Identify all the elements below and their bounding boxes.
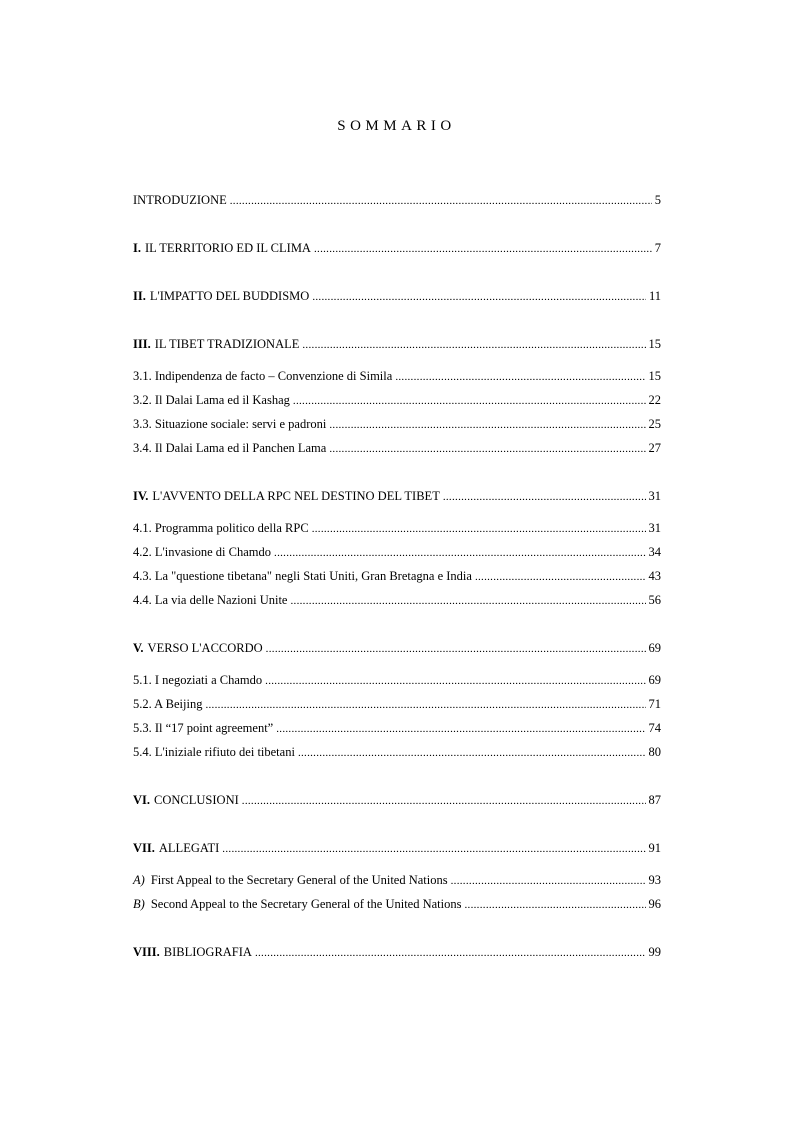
toc-entry-label: 3.4. Il Dalai Lama ed il Panchen Lama: [133, 441, 327, 455]
toc-entry-section-4-1[interactable]: [133, 519, 661, 537]
toc-entry-label: 3.2. Il Dalai Lama ed il Kashag: [133, 393, 290, 407]
toc-entry-section-5-3[interactable]: [133, 719, 661, 737]
toc-entry-section-3-1[interactable]: [133, 367, 661, 385]
toc-leader-dots: [395, 368, 645, 386]
toc-entry-page: 15: [648, 369, 661, 383]
toc-entry-section-5-2[interactable]: [133, 695, 661, 713]
toc-entry-label: CONCLUSIONI: [154, 793, 239, 807]
toc-entry-chapter-2[interactable]: [133, 287, 661, 305]
toc-entry-chapter-6[interactable]: [133, 791, 661, 809]
toc-entry-chapter-3[interactable]: [133, 335, 661, 353]
toc-leader-dots: [443, 488, 646, 506]
toc-leader-dots: [290, 592, 645, 610]
toc-entry-label: 3.3. Situazione sociale: servi e padroni: [133, 417, 327, 431]
toc-entry-page: 31: [648, 489, 661, 503]
toc-chapter-number: I.: [133, 241, 141, 255]
toc-entry-label: 5.1. I negoziati a Chamdo: [133, 673, 263, 687]
toc-entry-label: 4.2. L'invasione di Chamdo: [133, 545, 272, 559]
toc-entry-label: INTRODUZIONE: [133, 193, 227, 207]
toc-entry-label: 5.3. Il “17 point agreement”: [133, 721, 274, 735]
toc-entry-label: L'IMPATTO DEL BUDDISMO: [149, 289, 310, 303]
toc-entry-label: 4.3. La "questione tibetana" negli Stati Uniti, Gran Bretagna e India: [133, 569, 472, 583]
toc-entry-chapter-7[interactable]: [133, 839, 661, 857]
toc-entry-page: 93: [648, 873, 661, 887]
toc-entry-section-3-2[interactable]: [133, 391, 661, 409]
toc-appendix-letter: A): [133, 873, 145, 887]
toc-entry-label: 5.4. L'iniziale rifiuto dei tibetani: [133, 745, 295, 759]
toc-entry-section-4-3[interactable]: [133, 567, 661, 585]
toc-entry-appendix-a[interactable]: [133, 871, 661, 889]
toc-entry-page: 31: [648, 521, 661, 535]
toc-leader-dots: [255, 944, 646, 962]
toc-entry-section-4-4[interactable]: [133, 591, 661, 609]
toc-chapter-number: VI.: [133, 793, 151, 807]
toc-entry-label: IL TERRITORIO ED IL CLIMA: [145, 241, 311, 255]
toc-entry-page: 96: [648, 897, 661, 911]
toc-leader-dots: [329, 440, 645, 458]
toc-entry-label: 4.1. Programma politico della RPC: [133, 521, 309, 535]
toc-entry-label: BIBLIOGRAFIA: [163, 945, 252, 959]
toc-entry-label: 5.2. A Beijing: [133, 697, 203, 711]
toc-leader-dots: [265, 672, 645, 690]
toc-chapter-number: II.: [133, 289, 146, 303]
toc-entry-page: 11: [648, 289, 661, 303]
toc-entry-label: ALLEGATI: [158, 841, 220, 855]
toc-entry-introduzione[interactable]: [133, 191, 661, 209]
toc-leader-dots: [312, 288, 646, 306]
toc-entry-section-5-4[interactable]: [133, 743, 661, 761]
toc-leader-dots: [274, 544, 645, 562]
toc-entry-page: 43: [648, 569, 661, 583]
toc-appendix-letter: B): [133, 897, 145, 911]
toc-entry-section-5-1[interactable]: [133, 671, 661, 689]
toc-entry-chapter-4[interactable]: [133, 487, 661, 505]
toc-leader-dots: [293, 392, 646, 410]
toc-entry-label: 4.4. La via delle Nazioni Unite: [133, 593, 288, 607]
toc-entry-page: 99: [648, 945, 661, 959]
toc-entry-label: IL TIBET TRADIZIONALE: [154, 337, 300, 351]
toc-chapter-number: III.: [133, 337, 151, 351]
toc-entry-page: 91: [648, 841, 661, 855]
toc-entry-section-3-3[interactable]: [133, 415, 661, 433]
toc-entry-page: 5: [654, 193, 661, 207]
toc-entry-chapter-1[interactable]: [133, 239, 661, 257]
toc-entry-page: 25: [648, 417, 661, 431]
toc-chapter-number: VII.: [133, 841, 155, 855]
toc-entry-appendix-b[interactable]: [133, 895, 661, 913]
toc-leader-dots: [451, 872, 646, 890]
toc-entry-label: Second Appeal to the Secretary General of the United Nations: [150, 897, 462, 911]
toc-entry-chapter-5[interactable]: [133, 639, 661, 657]
toc-entry-label: L'AVVENTO DELLA RPC NEL DESTINO DEL TIBET: [152, 489, 440, 503]
toc-leader-dots: [298, 744, 646, 762]
toc-entry-page: 87: [648, 793, 661, 807]
toc-leader-dots: [205, 696, 645, 714]
toc-entry-page: 69: [648, 641, 661, 655]
toc-leader-dots: [475, 568, 646, 586]
toc-entry-label: 3.1. Indipendenza de facto – Convenzione di Simila: [133, 369, 393, 383]
toc-entry-page: 69: [648, 673, 661, 687]
toc-chapter-number: IV.: [133, 489, 149, 503]
page-title: SOMMARIO: [337, 118, 456, 134]
toc-entry-section-3-4[interactable]: [133, 439, 661, 457]
toc-leader-dots: [329, 416, 645, 434]
toc-entry-label: First Appeal to the Secretary General of the United Nations: [150, 873, 448, 887]
toc-leader-dots: [230, 192, 652, 210]
toc-entry-page: 27: [648, 441, 661, 455]
toc-leader-dots: [222, 840, 645, 858]
toc-entry-page: 15: [648, 337, 661, 351]
toc-chapter-number: V.: [133, 641, 144, 655]
toc-entry-page: 71: [648, 697, 661, 711]
toc-entry-page: 22: [648, 393, 661, 407]
toc-entry-section-4-2[interactable]: [133, 543, 661, 561]
toc-chapter-number: VIII.: [133, 945, 160, 959]
toc-entry-page: 34: [648, 545, 661, 559]
toc-leader-dots: [266, 640, 646, 658]
toc-entry-page: 74: [648, 721, 661, 735]
toc-leader-dots: [276, 720, 645, 738]
toc-leader-dots: [242, 792, 646, 810]
toc-leader-dots: [302, 336, 645, 354]
toc-leader-dots: [314, 240, 652, 258]
toc-entry-page: 80: [648, 745, 661, 759]
toc-entry-page: 7: [654, 241, 661, 255]
toc-leader-dots: [312, 520, 646, 538]
toc-entry-chapter-8[interactable]: [133, 943, 661, 961]
toc-entry-page: 56: [648, 593, 661, 607]
toc-leader-dots: [464, 896, 645, 914]
toc-entry-label: VERSO L'ACCORDO: [147, 641, 263, 655]
